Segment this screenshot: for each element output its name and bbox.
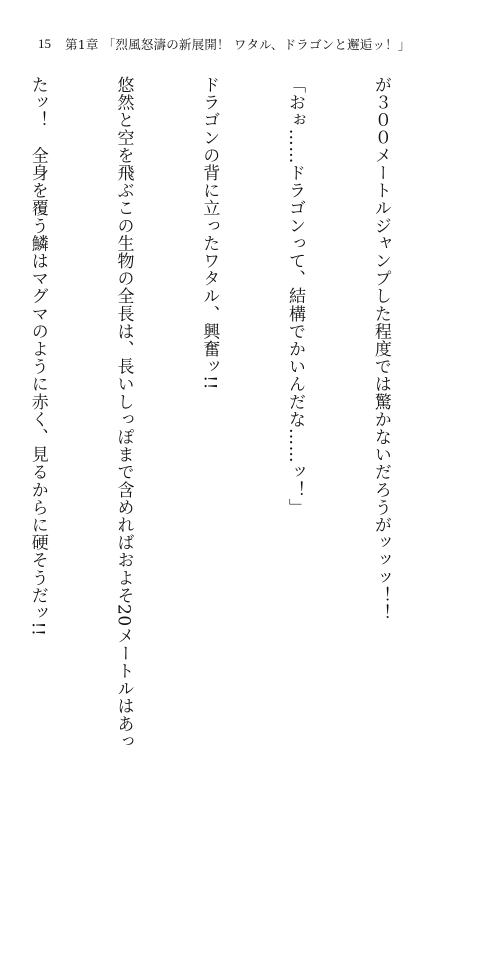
page-number: 15 (38, 36, 51, 51)
body-line: 悠然と空を飛ぶこの生物の全長は、長いしっぽまで含めればおよそ20メートルはあっ (113, 76, 134, 751)
body-line: 「おぉ……ドラゴンって、結構でかいんだな……ッ！」 (285, 76, 306, 516)
body-line: たッ！ 全身を覆う鱗はマグマのように赤く、見るからに硬そうだッ!! (27, 76, 48, 637)
page-header (38, 34, 411, 54)
body-line: が３００メートルジャンプした程度では驚かないだろうがッッッ！！ (370, 76, 391, 622)
body-line: ドラゴンの背に立ったワタル、興奮ッ!! (199, 76, 220, 391)
running-head: 第1章 「烈風怒濤の新展開！ ワタル、ドラゴンと邂逅ッ！」 (65, 37, 411, 52)
vertical-body-text (0, 76, 452, 751)
